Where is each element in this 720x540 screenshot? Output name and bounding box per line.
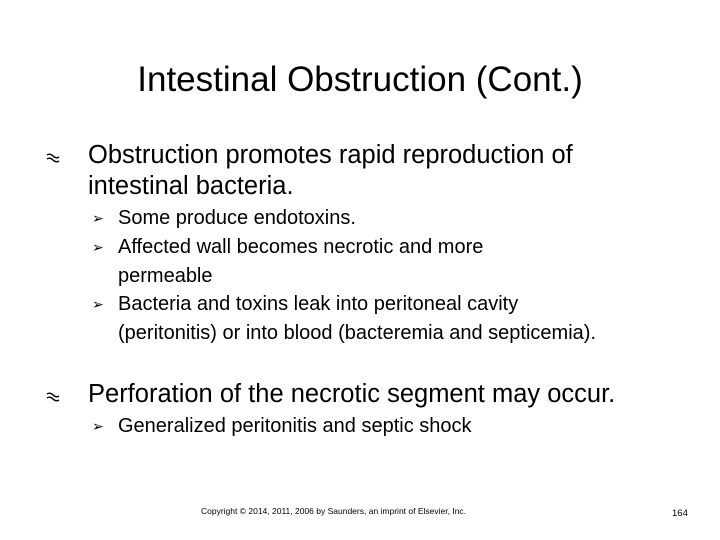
arrow-bullet-icon: ➢ — [92, 296, 104, 312]
arrow-bullet-icon: ➢ — [92, 418, 104, 434]
bullet-text: Obstruction promotes rapid reproduction of intestinal bacteria. — [88, 141, 573, 200]
pen-nib-icon — [46, 140, 88, 170]
arrow-bullet-icon: ➢ — [92, 210, 104, 226]
sub-bullet-text: Generalized peritonitis and septic shock — [118, 415, 472, 437]
arrow-bullet-icon: ➢ — [92, 239, 104, 255]
sub-bullet-item — [92, 290, 612, 348]
bullet-item — [46, 379, 686, 410]
sub-bullet-text: Some produce endotoxins. — [118, 207, 356, 229]
slide-title: Intestinal Obstruction (Cont.) — [137, 60, 583, 99]
sub-bullet-text: Bacteria and toxins leak into peritoneal cavity (peritonitis) or into blood (bacteremia and septicemia). — [118, 293, 596, 344]
sub-bullet-item — [92, 412, 652, 441]
sub-bullet-item — [92, 233, 572, 291]
sub-bullet-item — [92, 204, 632, 233]
bullet-item — [46, 140, 646, 202]
pen-nib-icon — [46, 379, 88, 409]
bullet-text: Perforation of the necrotic segment may occur. — [88, 380, 616, 408]
copyright-notice: Copyright © 2014, 2011, 2006 by Saunders, an imprint of Elsevier, Inc. — [201, 506, 467, 516]
sub-bullet-text: Affected wall becomes necrotic and more permeable — [118, 236, 484, 287]
page-number: 164 — [672, 508, 688, 519]
